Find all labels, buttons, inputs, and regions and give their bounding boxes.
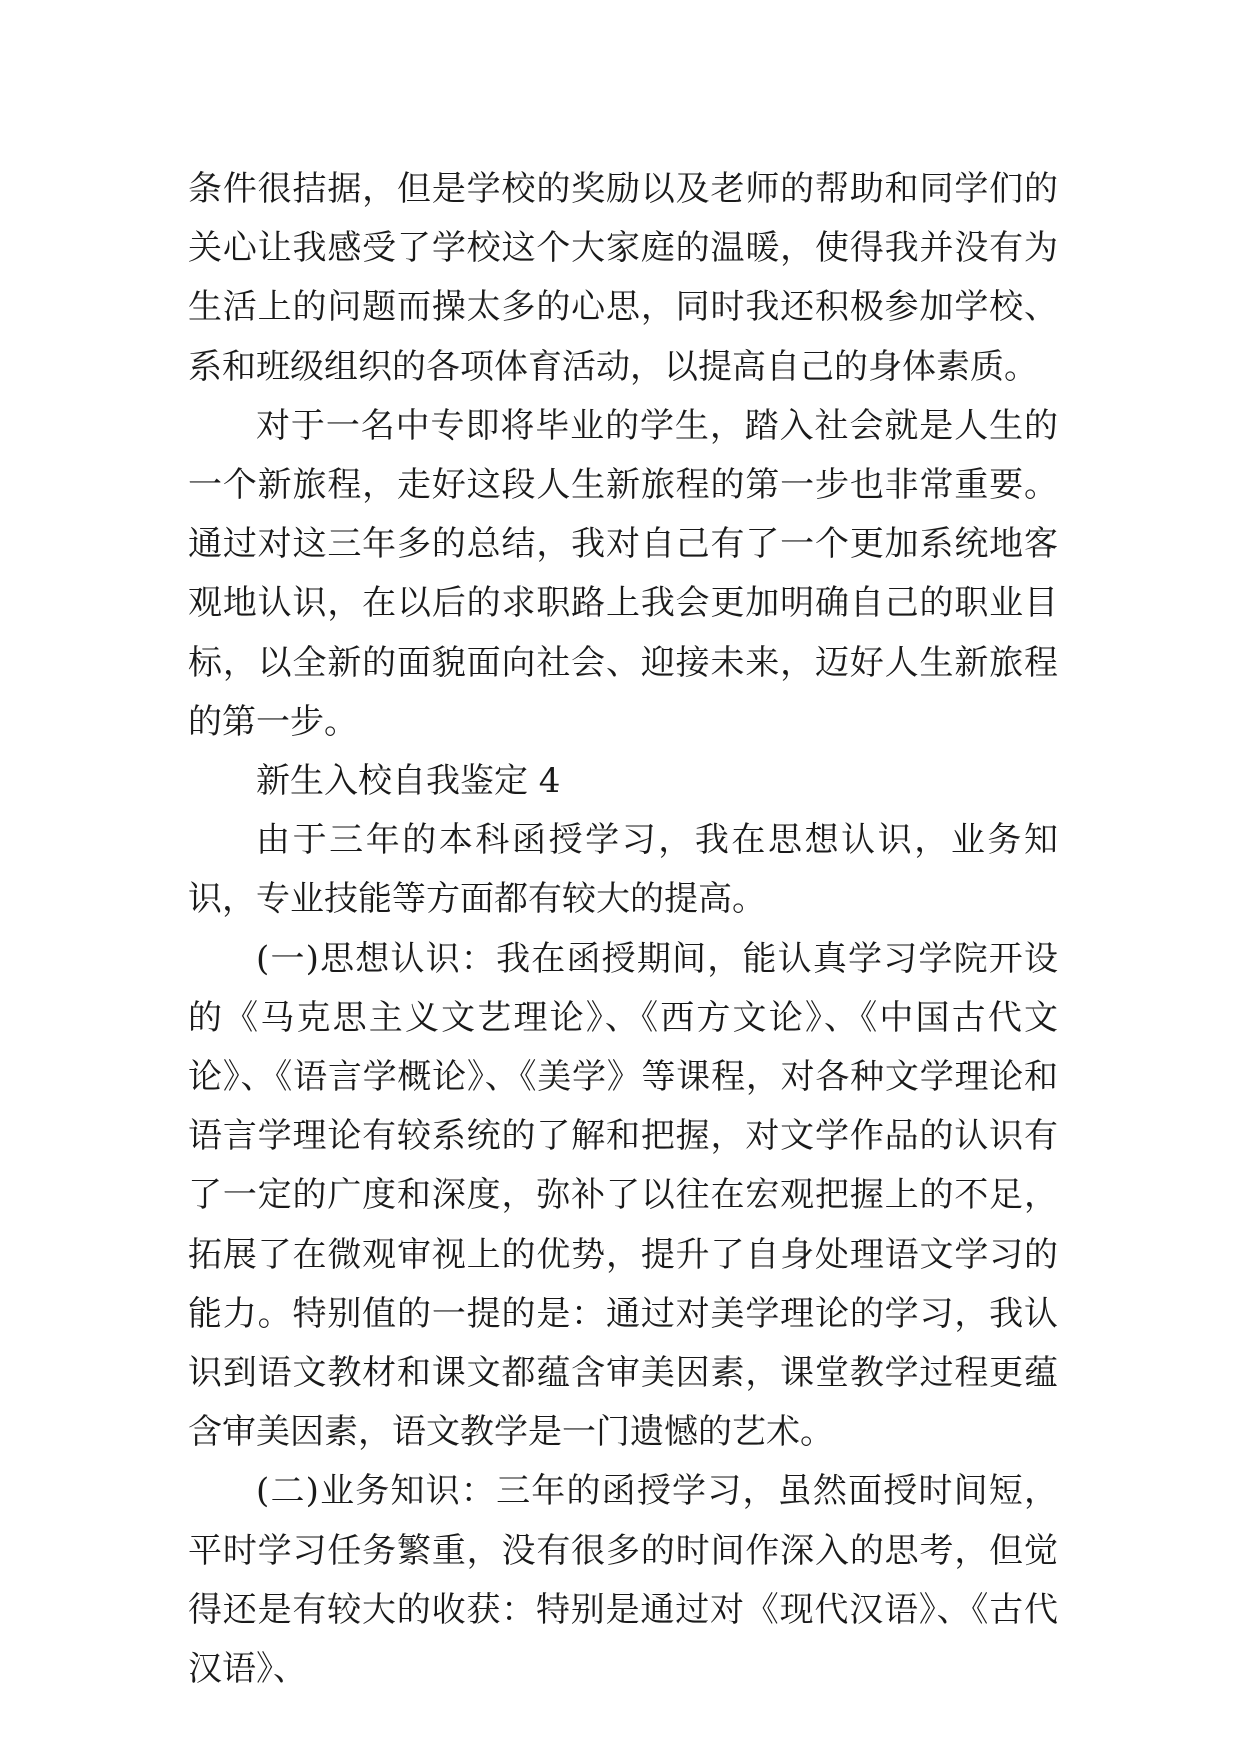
document-body bbox=[188, 160, 1058, 1699]
paragraph-professional-knowledge: (二)业务知识：三年的函授学习，虽然面授时间短，平时学习任务繁重，没有很多的时间作深入的思考，但觉得还是有较大的收获：特别是通过对《现代汉语》、《古代汉语》、 bbox=[188, 1471, 1058, 1690]
paragraph-ideology: (一)思想认识：我在函授期间，能认真学习学院开设的《马克思主义文艺理论》、《西方文论》、《中国古代文论》、《语言学概论》、《美学》等课程，对各种文学理论和语言学理论有较系统的了解和把握，对文学作品的认识有了一定的广度和深度，弥补了以往在宏观把握上的不足，拓展了在微观审视上的优势，提升了自身处理语文学习的能力。特别值的一提的是：通过对美学理论的学习，我认识到语文教材和课文都蕴含审美因素，课堂教学过程更蕴含审美因素，语文教学是一门遗憾的艺术。 bbox=[188, 938, 1058, 1453]
paragraph-intro: 由于三年的本科函授学习，我在思想认识，业务知识，专业技能等方面都有较大的提高。 bbox=[188, 820, 1058, 920]
paragraph-campus-life: 条件很拮据，但是学校的奖励以及老师的帮助和同学们的关心让我感受了学校这个大家庭的温暖，使得我并没有为生活上的问题而操太多的心思，同时我还积极参加学校、系和班级组织的各项体育活动，以提高自己的身体素质。 bbox=[188, 169, 1058, 387]
paragraph-graduation: 对于一名中专即将毕业的学生，踏入社会就是人生的一个新旅程，走好这段人生新旅程的第一步也非常重要。通过对这三年多的总结，我对自己有了一个更加系统地客观地认识，在以后的求职路上我会更加明确自己的职业目标，以全新的面貌面向社会、迎接未来，迈好人生新旅程的第一步。 bbox=[188, 405, 1058, 742]
section-heading: 新生入校自我鉴定 4 bbox=[256, 761, 561, 802]
